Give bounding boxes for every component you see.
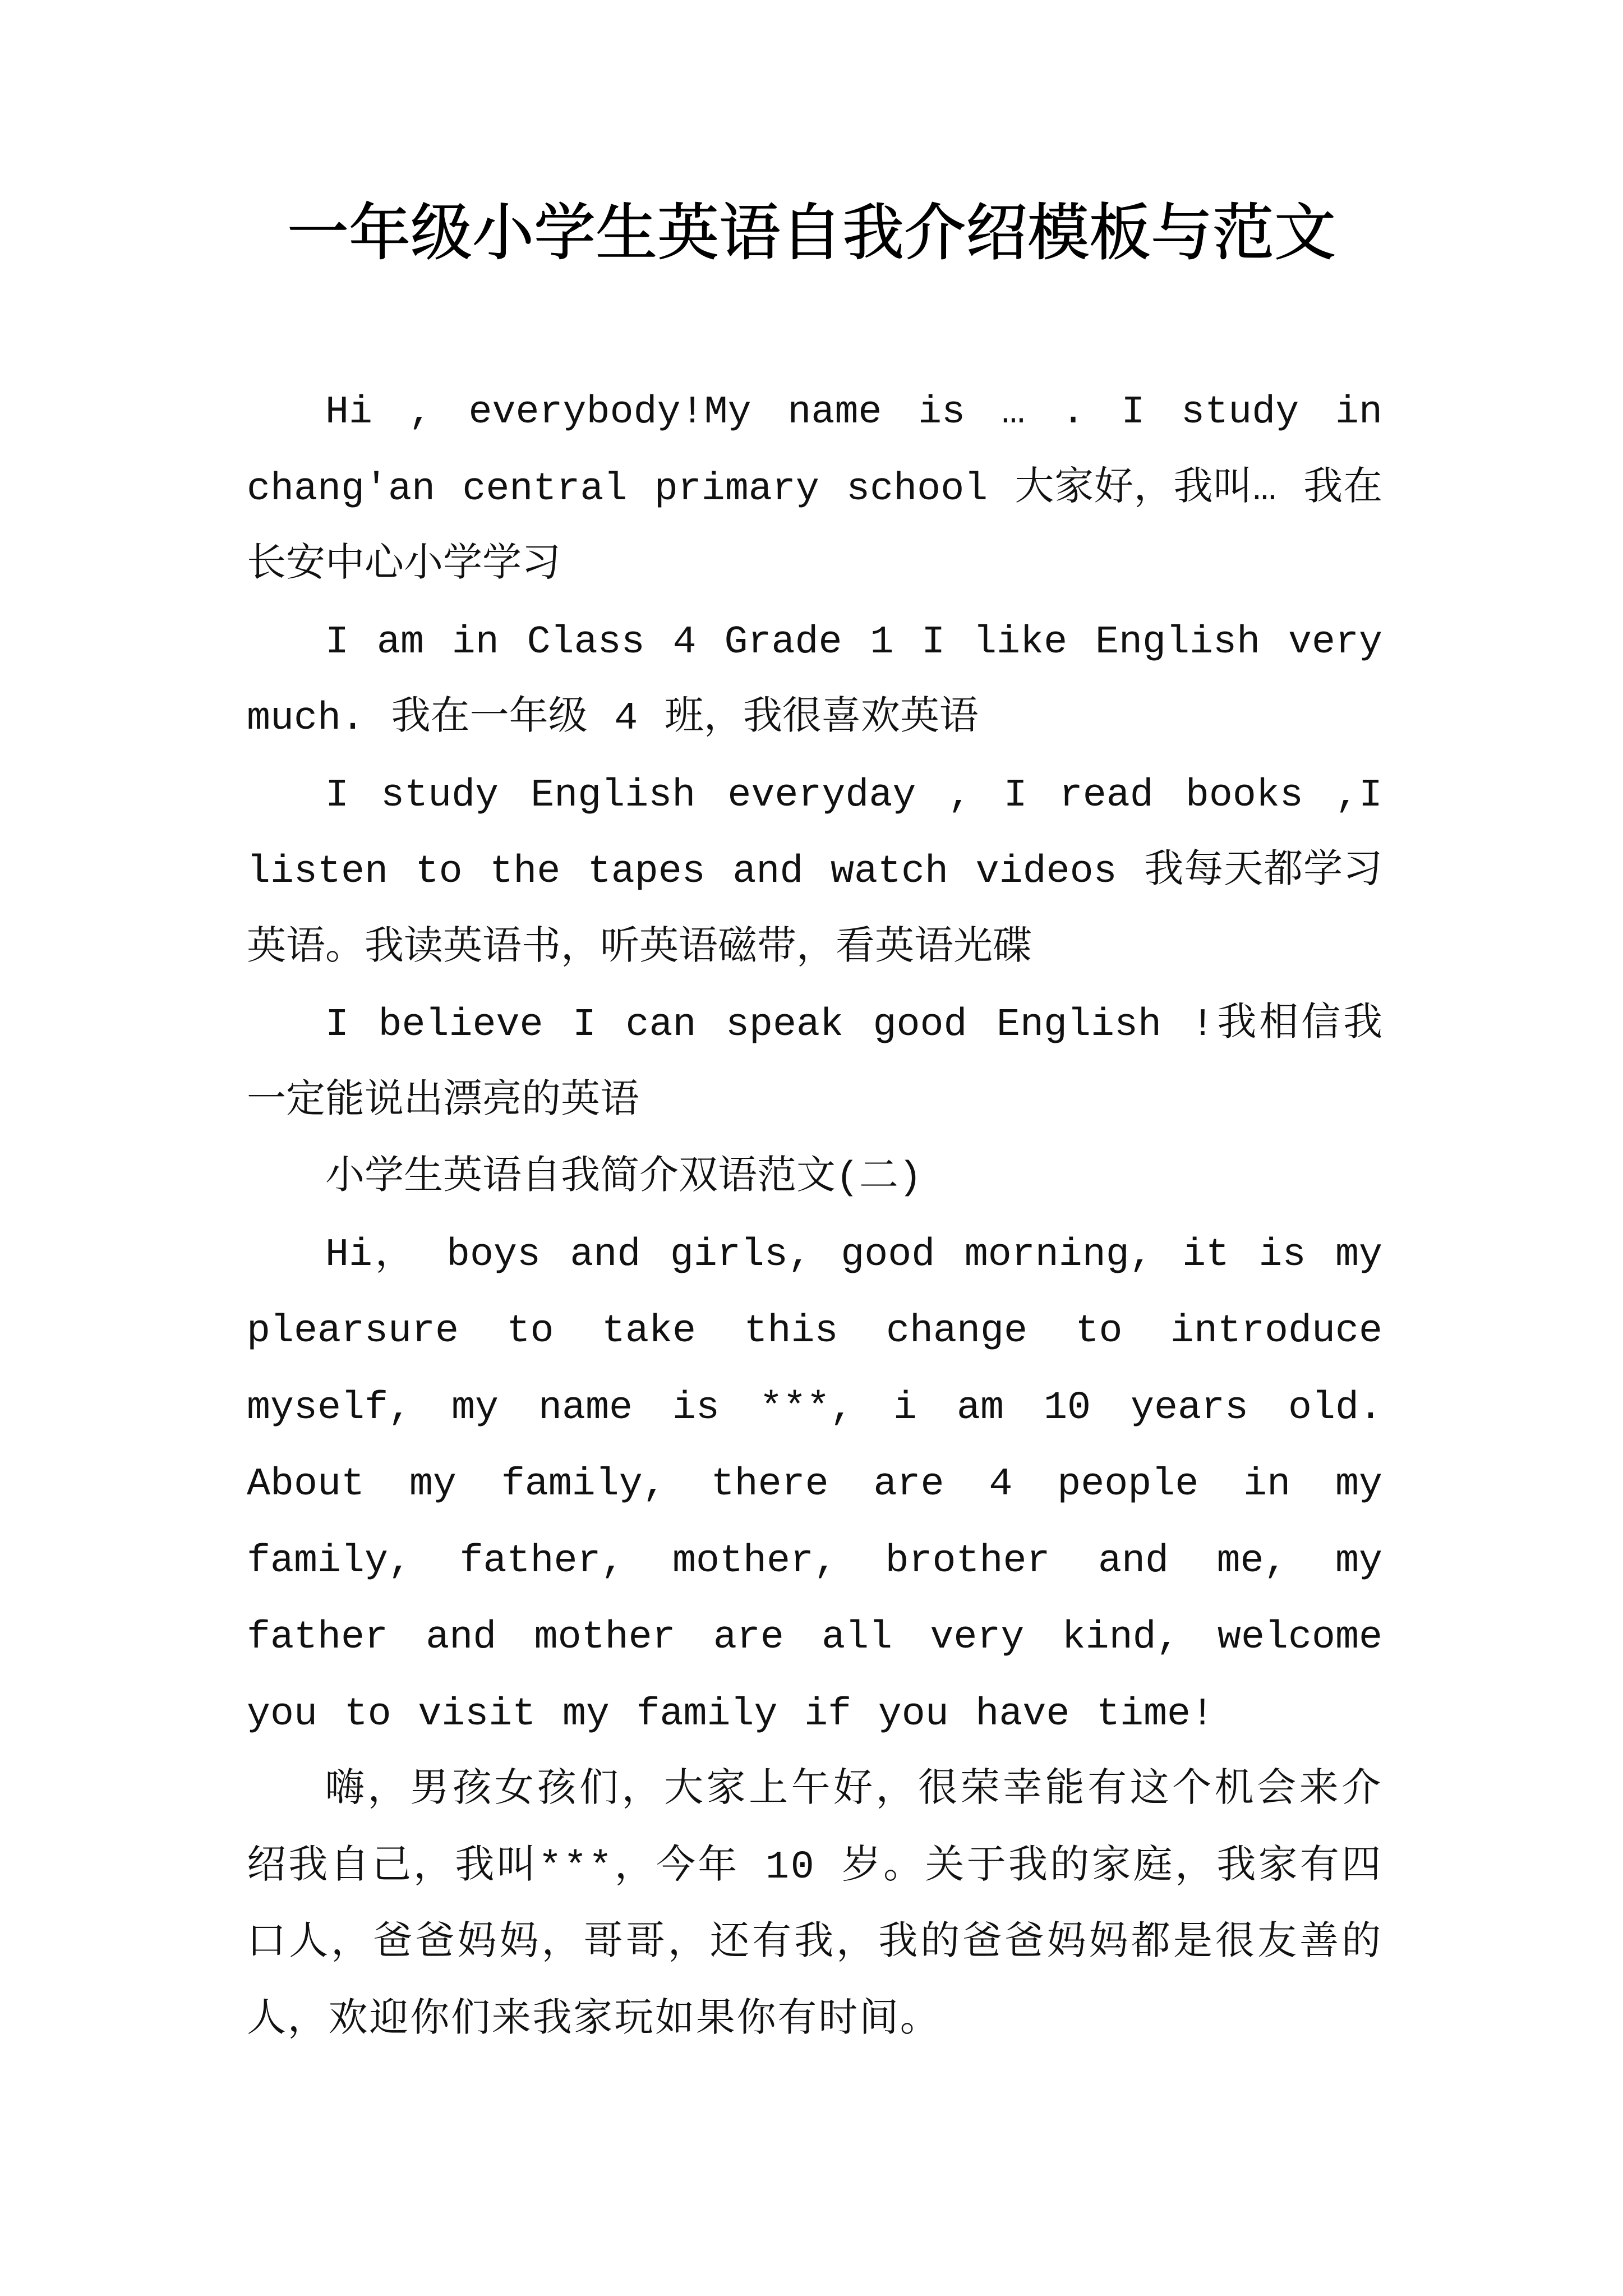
paragraph-study: I study English everyday , I read books ,I listen to the tapes and watch videos 我每天都学习英语。我读英语书，听英语磁带，看英语光碟 [247, 773, 1382, 971]
paragraph-family-cn: 嗨，男孩女孩们，大家上午好，很荣幸能有这个机会来介绍我自己，我叫***，今年 10 岁。关于我的家庭，我家有四口人，爸爸妈妈，哥哥，还有我，我的爸爸妈妈都是很友善的人，欢迎你们来我家玩如果你有时间。 [247, 1769, 1382, 2043]
paragraph-intro: Hi , everybody!My name is … . I study in chang'an central primary school 大家好，我叫… 我在长安中心小学学习 [247, 390, 1382, 588]
paragraph-family-en: Hi， boys and girls, good morning, it is my plearsure to take this change to introduce myself, my name is ***, i am 10 years old. About my family, there are 4 people in my family, father, mother, brother and me, my father and mother are all very kind, welcome you to visit my family if you have time! [247, 1232, 1382, 1737]
document-body [247, 375, 1382, 2059]
paragraph-class: I am in Class 4 Grade 1 I like English very much. 我在一年级 4 班，我很喜欢英语 [247, 620, 1382, 741]
section-heading: 小学生英语自我简介双语范文(二) [325, 1156, 923, 1200]
document-title: 一年级小学生英语自我介绍模板与范文 [287, 197, 1336, 269]
paragraph-believe: I believe I can speak good English !我相信我一定能说出漂亮的英语 [247, 1003, 1382, 1124]
